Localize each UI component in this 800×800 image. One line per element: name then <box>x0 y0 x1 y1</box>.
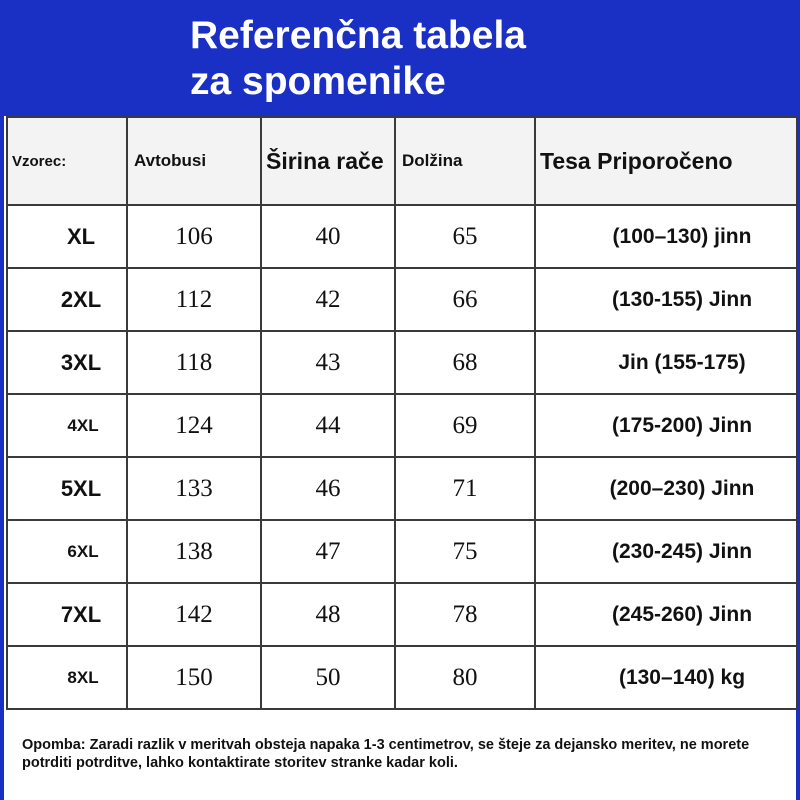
bust-cell: 133 <box>127 457 261 520</box>
weight-cell: (130-155) Jinn <box>535 268 797 331</box>
weight-cell: (130–140) kg <box>535 646 797 709</box>
weight-cell: (200–230) Jinn <box>535 457 797 520</box>
header-bust: Avtobusi <box>127 117 261 205</box>
size-cell: 6XL <box>7 520 127 583</box>
size-cell: XL <box>7 205 127 268</box>
table-body <box>7 205 797 709</box>
shoulder-cell: 40 <box>261 205 395 268</box>
bust-cell: 106 <box>127 205 261 268</box>
length-cell: 65 <box>395 205 535 268</box>
size-cell: 3XL <box>7 331 127 394</box>
shoulder-cell: 46 <box>261 457 395 520</box>
table-row <box>7 457 797 520</box>
header-weight: Tesa Priporočeno <box>535 117 797 205</box>
bust-cell: 142 <box>127 583 261 646</box>
size-cell: 5XL <box>7 457 127 520</box>
length-cell: 66 <box>395 268 535 331</box>
header-sample: Vzorec: <box>7 117 127 205</box>
length-cell: 78 <box>395 583 535 646</box>
length-cell: 71 <box>395 457 535 520</box>
size-cell: 4XL <box>7 394 127 457</box>
table-row <box>7 583 797 646</box>
bust-cell: 138 <box>127 520 261 583</box>
table-row <box>7 646 797 709</box>
bust-cell: 150 <box>127 646 261 709</box>
weight-cell: (100–130) jinn <box>535 205 797 268</box>
size-cell: 7XL <box>7 583 127 646</box>
shoulder-cell: 48 <box>261 583 395 646</box>
weight-cell: Jin (155-175) <box>535 331 797 394</box>
table-row <box>7 520 797 583</box>
length-cell: 75 <box>395 520 535 583</box>
table-row <box>7 394 797 457</box>
page-title: Referenčna tabela <box>190 14 526 57</box>
shoulder-cell: 44 <box>261 394 395 457</box>
size-cell: 2XL <box>7 268 127 331</box>
length-cell: 68 <box>395 331 535 394</box>
weight-cell: (245-260) Jinn <box>535 583 797 646</box>
bust-cell: 118 <box>127 331 261 394</box>
length-cell: 80 <box>395 646 535 709</box>
bust-cell: 124 <box>127 394 261 457</box>
length-cell: 69 <box>395 394 535 457</box>
shoulder-cell: 47 <box>261 520 395 583</box>
page-subtitle: za spomenike <box>190 60 446 103</box>
table-row <box>7 268 797 331</box>
weight-cell: (230-245) Jinn <box>535 520 797 583</box>
bust-cell: 112 <box>127 268 261 331</box>
table-row <box>7 205 797 268</box>
shoulder-cell: 43 <box>261 331 395 394</box>
header-banner <box>0 0 800 116</box>
shoulder-cell: 42 <box>261 268 395 331</box>
size-chart-sheet <box>4 116 796 800</box>
header-shoulder: Širina rače <box>261 117 395 205</box>
size-cell: 8XL <box>7 646 127 709</box>
size-table <box>6 116 798 710</box>
table-header-row <box>7 117 797 205</box>
weight-cell: (175-200) Jinn <box>535 394 797 457</box>
table-row <box>7 331 797 394</box>
header-length: Dolžina <box>395 117 535 205</box>
shoulder-cell: 50 <box>261 646 395 709</box>
footnote: Opomba: Zaradi razlik v meritvah obsteja napaka 1-3 centimetrov, se šteje za dejansko meritev, ne morete potrditi potrditve, lahko kontaktirate storitev stranke kadar koli. <box>22 737 750 771</box>
